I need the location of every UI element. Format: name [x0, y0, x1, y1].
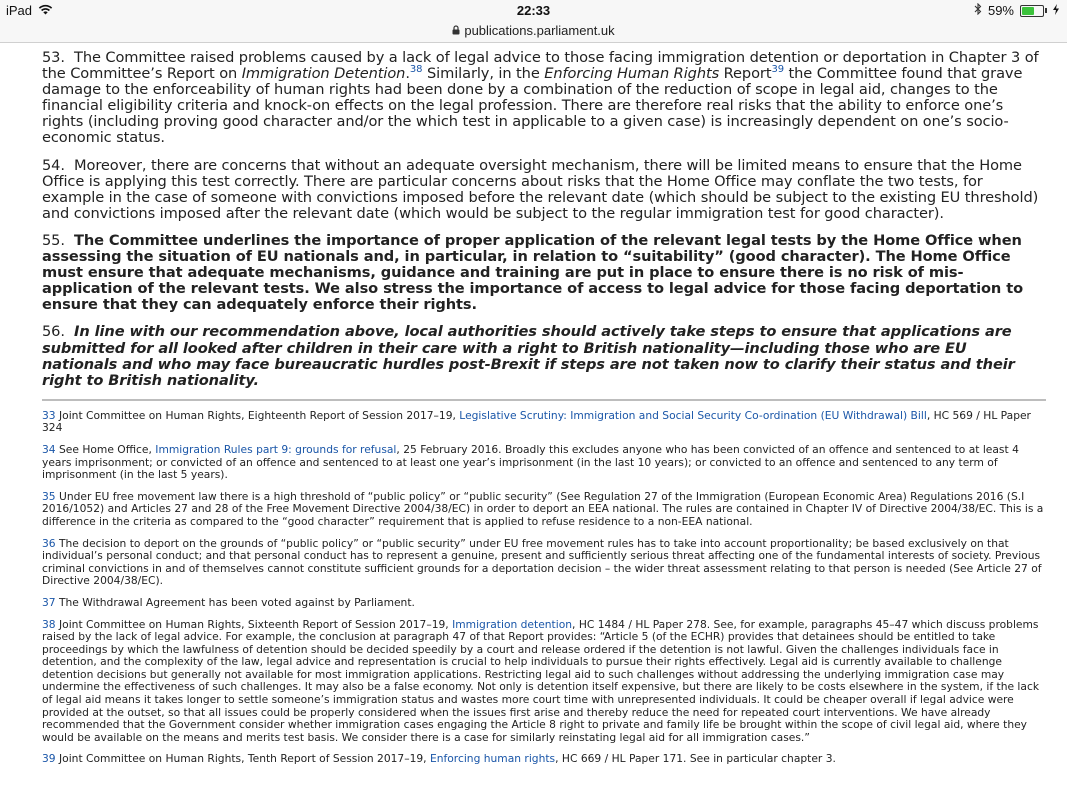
footnote-number[interactable]: 38 — [42, 617, 56, 631]
paragraph-number: 53. — [42, 49, 65, 66]
url-bar[interactable] — [0, 22, 1067, 43]
battery-percent: 59% — [987, 3, 1014, 18]
paragraph-53: 53. The Committee raised problems caused by a lack of legal advice to those facing immigration detention or deportation in Chapter 3 of the Committee’s Report on Immigration Detention.$^{38}$ Similarly, in the Enforcing Human Rights Report$^{39}$ the Committee found that grave damage to the enforceability of human rights had been done by a combination of the reduction of scope in legal aid, changes to the financial eligibility criteria and knock-on effects on the legal profession. There are therefore real risks that the ability to enforce one’s rights (including proving good character and/or the which test in applicable to a given case) is increasingly dependent on one’s socio-economic status. — [42, 49, 1039, 147]
footnote-link[interactable]: Legislative Scrutiny: Immigration and Social Security Co-ordination (EU Withdrawal) Bill — [459, 408, 927, 422]
footnote-39: 39 Joint Committee on Human Rights, Tenth Report of Session 2017–19, Enforcing human rights, HC 669 / HL Paper 171. See in particular chapter 3. — [42, 752, 836, 766]
footnote-number[interactable]: 36 — [42, 536, 56, 550]
footnote-33: 33 Joint Committee on Human Rights, Eighteenth Report of Session 2017–19, Legislative Scrutiny: Immigration and Social Security Co-ordination (EU Withdrawal) Bill, HC 569 / HL Paper 324 — [42, 408, 1031, 435]
footnote-38: 38 Joint Committee on Human Rights, Sixteenth Report of Session 2017–19, Immigration detention, HC 1484 / HL Paper 278. See, for example, paragraphs 45–47 which discuss problems raised by the lack of legal advice. For example, the conclusion at paragraph 47 of that Report provides: “Article 5 (of the ECHR) provides that detainees should be entitled to take proceedings by which the lawfulness of detention should be decided speedily by a court and release ordered if the detention is not lawful. Given the challenges individuals face in detention, and the complexity of the law, legal advice and representation is crucial to help individuals to pursue their rights effectively. Legal aid is currently available to challenge detention decisions but generally not available for most immigration applications. Restricting legal aid to such challenges without addressing the underlying immigration case may undermine the effectiveness of such challenges. It may also be a false economy. Not only is detention itself expensive, but there are likely to be costs elsewhere in the system, if the lack of legal aid means it takes longer to settle someone’s immigration status and wastes more court time with unrepresented individuals. It could be cheaper overall if legal advice were provided at the outset, so that all issues could be properly considered when the issues first arise and thereby reduce the need for repeated court interventions. We have already recommended that the Government consider whether immigration cases engaging the Article 8 right to private and family life be brought within the scope of civil legal aid, where they would be available on the means and merits test basis. We consider there is a case for similarly reinstating legal aid for all immigration cases.” — [42, 617, 1040, 744]
paragraph-54: 54. Moreover, there are concerns that without an adequate oversight mechanism, there will be limited means to ensure that the Home Office is applying this test correctly. There are particular concerns about risks that the Home Office may conflate the two tests, for example in the case of someone with convictions imposed before the relevant date (which should be subject to the existing EU threshold) and convictions imposed after the relevant date (which would be subject to the regular immigration test for good character). — [42, 156, 1039, 222]
paragraph-number: 56. — [42, 323, 65, 341]
paragraph-55 — [42, 233, 1046, 313]
status-bar — [0, 0, 1067, 22]
status-time: 22:33 — [516, 3, 551, 18]
footnote-number[interactable]: 35 — [42, 489, 56, 503]
status-right — [974, 3, 1059, 18]
footnote-35: 35 Under EU free movement law there is a high threshold of “public policy” or “public security” (See Regulation 27 of the Immigration (European Economic Area) Regulations 2016 (S.I 2016/1052) and Articles 27 and 28 of the Free Movement Directive 2004/38/EC) in order to deport an EEA national. The rules are contained in Chapter IV of Directive 2004/38/EC. This is a difference in the criteria as compared to the “good character” requirement that is applied to refuse residence to a non-EEA national. — [42, 489, 1044, 528]
device-label: iPad — [6, 3, 33, 18]
footnote-number[interactable]: 34 — [42, 442, 56, 456]
footnote-37: 37 The Withdrawal Agreement has been voted against by Parliament. — [42, 595, 415, 609]
bluetooth-icon — [974, 3, 982, 18]
paragraph-number: 55. — [42, 231, 65, 249]
footnotes-divider — [42, 399, 1046, 401]
battery-tip — [1045, 8, 1047, 13]
url-display[interactable] — [452, 23, 614, 38]
url-text[interactable]: publications.parliament.uk — [464, 23, 615, 38]
lock-icon — [452, 23, 460, 38]
footnote-link[interactable]: Immigration detention — [452, 617, 573, 631]
footnote-34: 34 See Home Office, Immigration Rules part 9: grounds for refusal, 25 February 2016. Broadly this excludes anyone who has been convicted of an offence and sentenced to at least 4 years imprisonment; or convicted of an offence and sentenced to at least one year’s imprisonment (in the last 10 years); or convicted to an offence and sentenced to any term of imprisonment (in the last 5 years). — [42, 442, 1019, 482]
charging-icon — [1053, 3, 1059, 18]
conclusion-text: The Committee underlines the importance of proper application of the relevant legal tests by the Home Office when assessing the situation of EU nationals and, in particular, in relation to “suitability” (good character). The Home Office must ensure that adequate mechanisms, guidance and training are put in place to ensure there is no risk of mis-application of the relevant tests. We also stress the importance of access to legal advice for those facing deportation to ensure that they can adequately enforce their rights. — [42, 231, 1023, 314]
paragraph-56 — [42, 324, 1046, 388]
footnote-link[interactable]: Immigration Rules part 9: grounds for refusal — [155, 442, 397, 456]
battery-icon — [1020, 5, 1044, 17]
footnote-number[interactable]: 37 — [42, 595, 56, 609]
footnote-ref-39[interactable]: 39 — [771, 64, 784, 76]
footnote-number[interactable]: 39 — [42, 752, 56, 766]
footnote-36: 36 The decision to deport on the grounds of “public policy” or “public security” under EU free movement rules has to take into account proportionality; be based exclusively on that individual’s personal conduct; and that personal conduct has to represent a genuine, present and sufficiently serious threat affecting one of the fundamental interests of society. Previous criminal convictions in and of themselves cannot constitute sufficient grounds for a deportation decision – the wider threat assessment relating to that person is needed (See Article 27 of Directive 2004/38/EC). — [42, 536, 1042, 588]
battery-fill — [1022, 7, 1034, 15]
footnote-ref-38[interactable]: 38 — [409, 64, 423, 76]
recommendation-text: In line with our recommendation above, local authorities should actively take steps to ensure that applications are submitted for all looked after children in their care with a right to British nationality—including those who are EU nationals and who may face bureaucratic hurdles post-Brexit if steps are not taken now to clarify their status and their right to British nationality. — [42, 323, 1015, 389]
report-content — [42, 50, 1046, 775]
paragraph-number: 54. — [42, 156, 65, 174]
footnote-link[interactable]: Enforcing human rights — [429, 752, 556, 766]
footnote-number[interactable]: 33 — [42, 408, 56, 422]
